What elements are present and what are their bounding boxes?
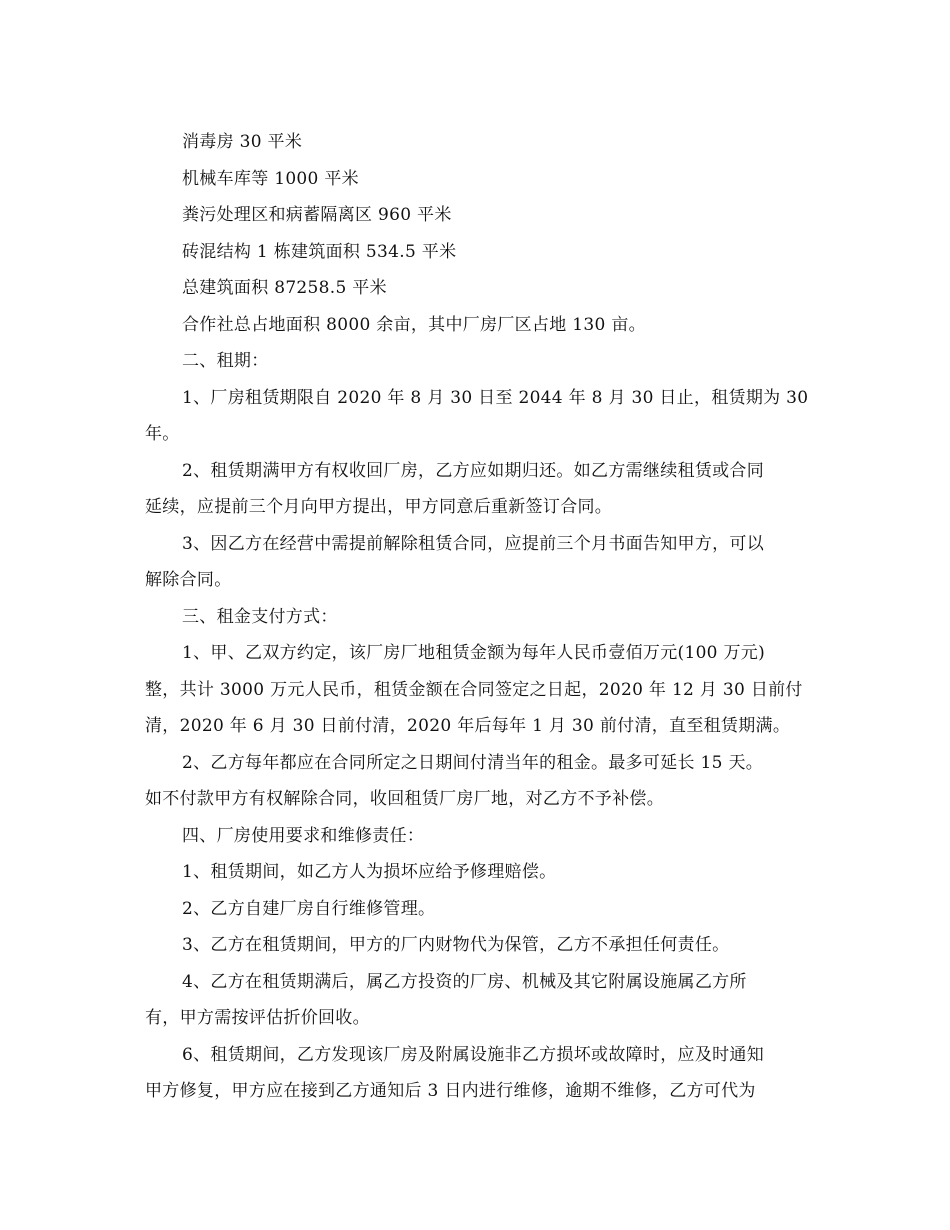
text-line: 合作社总占地面积 8000 余亩，其中厂房厂区占地 130 亩。 bbox=[182, 314, 646, 335]
text-line: 2、租赁期满甲方有权收回厂房，乙方应如期归还。如乙方需继续租赁或合同 bbox=[182, 460, 765, 481]
text-line: 4、乙方在租赁期满后，属乙方投资的厂房、机械及其它附属设施属乙方所 bbox=[182, 971, 747, 992]
text-line: 1、租赁期间，如乙方人为损坏应给予修理赔偿。 bbox=[182, 862, 557, 882]
text-line: 粪污处理区和病蓄隔离区 960 平米 bbox=[182, 205, 452, 225]
text-line: 整，共计 3000 万元人民币，租赁金额在合同签定之日起，2020 年 12 月 30 日前付 bbox=[145, 679, 803, 700]
text-line: 1、厂房租赁期限自 2020 年 8 月 30 日至 2044 年 8 月 30 日止，租赁期为 30 bbox=[182, 387, 809, 408]
text-line: 如不付款甲方有权解除合同，收回租赁厂房厂地，对乙方不予补偿。 bbox=[145, 789, 664, 809]
text-line: 二、租期： bbox=[182, 351, 269, 371]
text-line: 年。 bbox=[145, 424, 180, 444]
text-line: 总建筑面积 87258.5 平米 bbox=[182, 278, 387, 298]
text-line: 三、租金支付方式： bbox=[182, 606, 338, 627]
text-line: 机械车库等 1000 平米 bbox=[182, 168, 359, 189]
text-line: 1、甲、乙双方约定，该厂房厂地租赁金额为每年人民币壹佰万元(100 万元) bbox=[182, 643, 766, 663]
text-line: 解除合同。 bbox=[145, 570, 232, 590]
text-line: 6、租赁期间，乙方发现该厂房及附属设施非乙方损坏或故障时，应及时通知 bbox=[182, 1044, 765, 1065]
document-body bbox=[145, 124, 809, 1110]
text-line: 砖混结构 1 栋建筑面积 534.5 平米 bbox=[182, 241, 457, 262]
text-line: 延续，应提前三个月向甲方提出，甲方同意后重新签订合同。 bbox=[145, 497, 613, 517]
text-line: 2、乙方每年都应在合同所定之日期间付清当年的租金。最多可延长 15 天。 bbox=[182, 752, 764, 773]
text-line: 3、因乙方在经营中需提前解除租赁合同，应提前三个月书面告知甲方，可以 bbox=[182, 533, 765, 554]
text-line: 消毒房 30 平米 bbox=[182, 132, 303, 152]
text-line: 2、乙方自建厂房自行维修管理。 bbox=[182, 898, 436, 919]
text-line: 四、厂房使用要求和维修责任： bbox=[182, 825, 425, 846]
text-line: 有，甲方需按评估折价回收。 bbox=[145, 1008, 370, 1028]
text-line: 3、乙方在租赁期间，甲方的厂内财物代为保管，乙方不承担任何责任。 bbox=[182, 935, 730, 955]
text-line: 清，2020 年 6 月 30 日前付清，2020 年后每年 1 月 30 前付清，直至租赁期满。 bbox=[145, 716, 791, 736]
text-line: 甲方修复，甲方应在接到乙方通知后 3 日内进行维修，逾期不维修，乙方可代为 bbox=[145, 1081, 756, 1101]
